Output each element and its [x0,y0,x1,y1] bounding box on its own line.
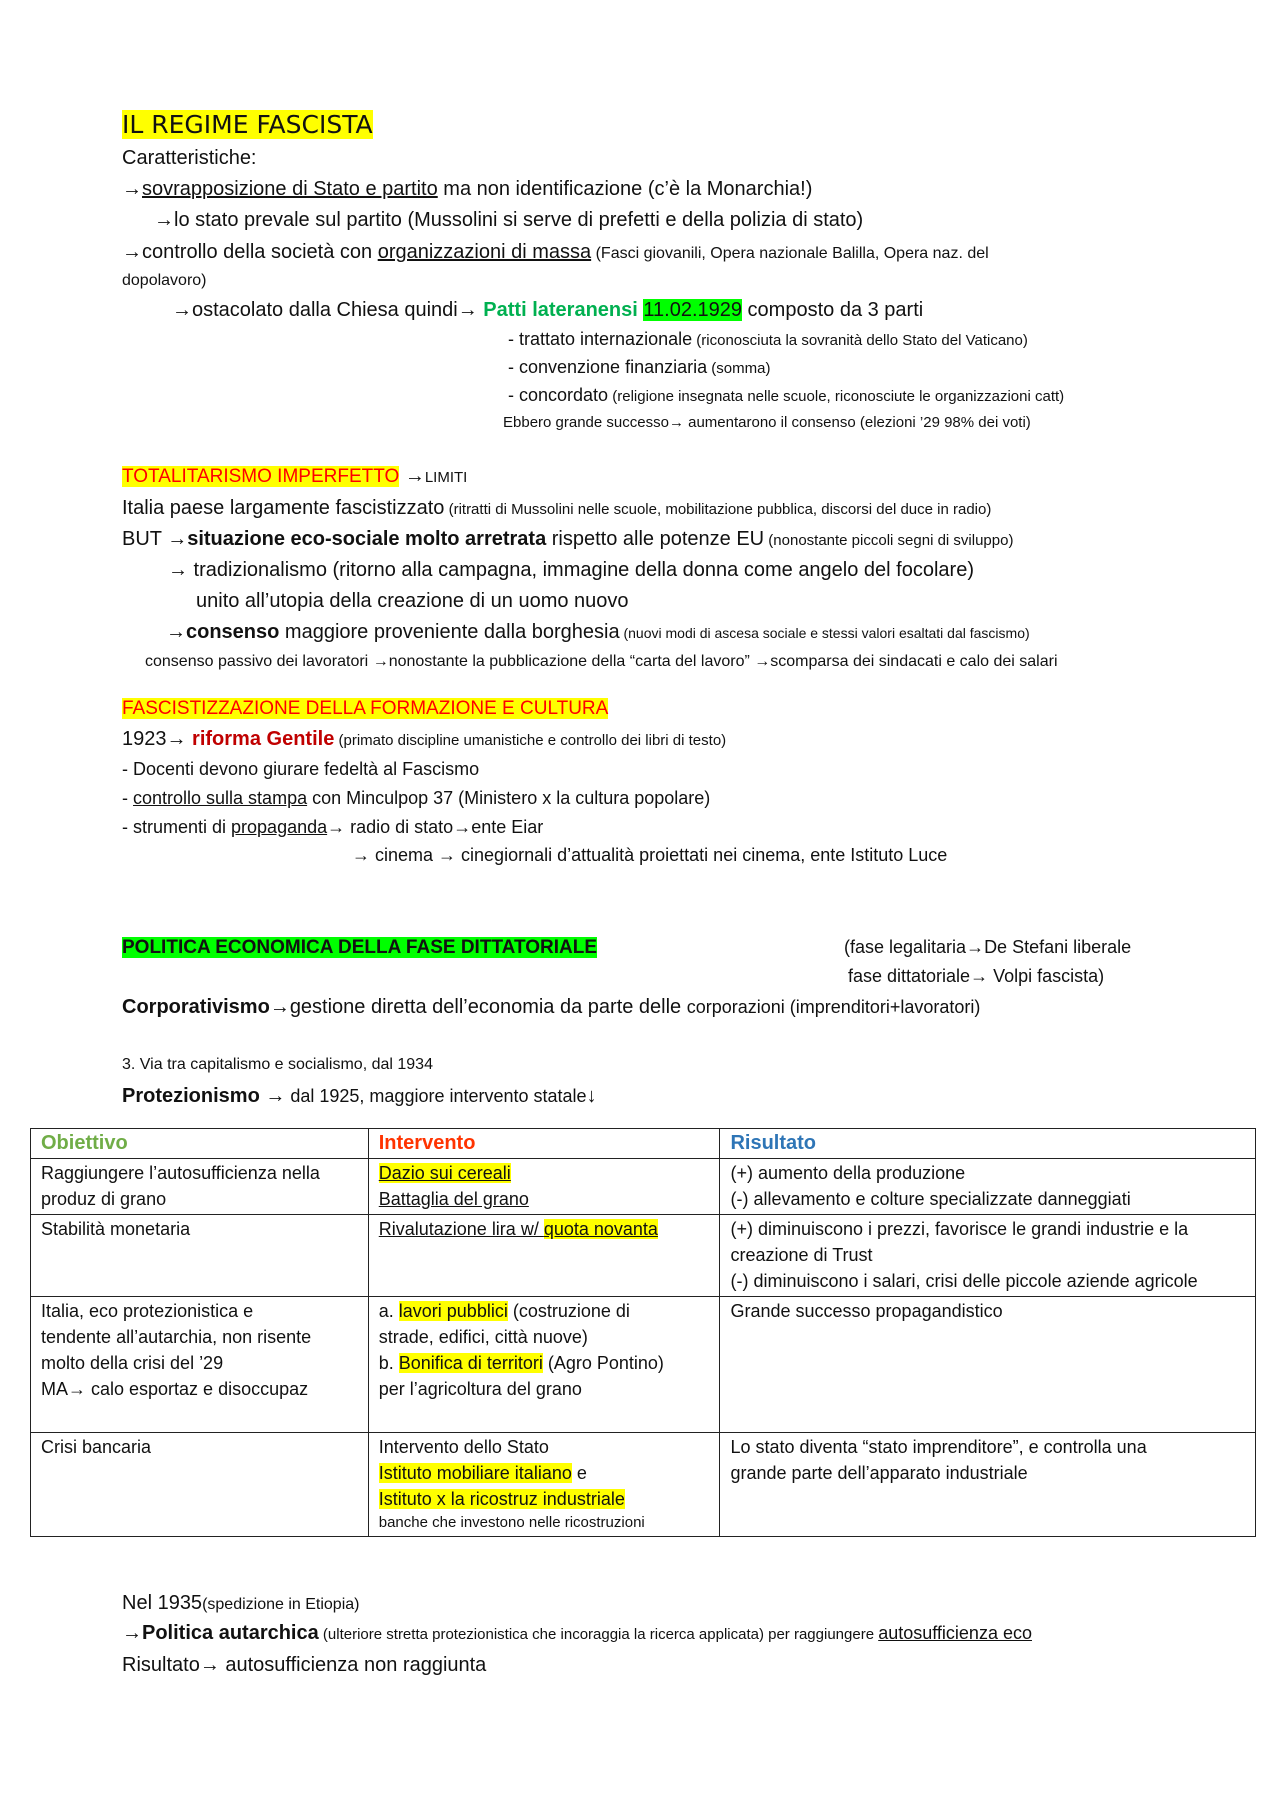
table-row [31,1215,1256,1297]
table-header-row [31,1129,1256,1159]
s1-line-3: →controllo della società con organizzazioni di massa (Fasci giovanili, Opera nazionale Balilla, Opera naz. del [122,241,989,263]
cell-intervento: Intervento dello Stato Istituto mobiliare italiano e Istituto x la ricostruz industriale banche che investono nelle ricostruzioni [368,1433,720,1537]
s4-side-2: fase dittatoriale→ Volpi fascista) [848,966,1105,986]
s3-line-1: 1923→ riforma Gentile (primato discipline umanistiche e controllo dei libri di testo) [122,728,727,750]
cell-obiettivo: Italia, eco protezionistica e tendente all’autarchia, non risente molto della crisi del ’29 MA→ calo esportaz e disoccupaz [31,1297,369,1433]
arrow-right-icon: → [327,817,346,837]
header-intervento: Intervento [368,1129,720,1159]
arrow-right-icon: → [168,559,188,581]
cell-intervento: Rivalutazione lira w/ quota novanta [368,1215,720,1297]
arrow-right-icon: → [154,209,174,231]
arrow-down-icon: ↓ [586,1085,597,1107]
s2-line-1: Italia paese largamente fascistizzato (ritratti di Mussolini nelle scuole, mobilitazione pubblica, discorsi del duce in radio) [122,497,992,519]
s5-line-2: →Politica autarchica (ulteriore stretta protezionistica che incoraggia la ricerca applicata) per raggiungere autosufficienza eco [122,1622,1032,1644]
arrow-right-icon: → [453,817,472,837]
header-risultato: Risultato [720,1129,1256,1159]
s3-line-3: - controllo sulla stampa con Minculpop 37 (Ministero x la cultura popolare) [122,788,711,808]
table-row [31,1297,1256,1433]
arrow-right-icon: → [668,414,684,431]
cell-obiettivo: Raggiungere l’autosufficienza nella produz di grano [31,1159,369,1215]
arrow-right-icon: → [404,465,425,487]
arrow-right-icon: → [167,528,188,550]
s3-line-2: - Docenti devono giurare fedeltà al Fascismo [122,759,480,779]
s3-line-5: → cinema → cinegiornali d’attualità proiettati nei cinema, ente Istituto Luce [352,845,948,865]
cell-obiettivo: Crisi bancaria [31,1433,369,1537]
s1-line-2: →lo stato prevale sul partito (Mussolini si serve di prefetti e della polizia di stato) [154,209,864,231]
s1-line-5: →ostacolato dalla Chiesa quindi→ Patti lateranensi 11.02.1929 composto da 3 parti [172,299,924,321]
s5-line-1: Nel 1935(spedizione in Etiopia) [122,1592,360,1614]
arrow-right-icon: → [166,728,187,750]
arrow-right-icon: → [372,653,389,670]
arrow-right-icon: → [970,966,989,986]
header-obiettivo: Obiettivo [31,1129,369,1159]
page-title: IL REGIME FASCISTA [122,110,373,139]
patti-part-1: - trattato internazionale (riconosciuta la sovranità dello Stato del Vaticano) [508,329,1028,349]
arrow-right-icon: → [352,845,370,865]
corporativismo-line: Corporativismo→gestione diretta dell’economia da parte delle corporazioni (imprenditori+lavoratori) [122,996,981,1018]
cell-risultato: (+) diminuiscono i prezzi, favorisce le grandi industrie e la creazione di Trust (-) diminuiscono i salari, crisi delle piccole aziende agricole [720,1215,1256,1297]
s2-line-4: unito all’utopia della creazione di un uomo nuovo [196,590,629,612]
s2-line-6: consenso passivo dei lavoratori →nonostante la pubblicazione della “carta del lavoro” →scomparsa dei sindacati e calo dei salari [145,653,1058,670]
cell-risultato: (+) aumento della produzione (-) allevamento e colture specializzate danneggiati [720,1159,1256,1215]
arrow-right-icon: → [68,1379,86,1399]
cell-intervento: a. lavori pubblici (costruzione di strade, edifici, città nuove) b. Bonifica di territori (Agro Pontino) per l’agricoltura del grano [368,1297,720,1433]
s2-line-5: →consenso maggiore proveniente dalla borghesia (nuovi modi di ascesa sociale e stessi valori esaltati dal fascismo) [166,621,1030,643]
s2-line-3: → tradizionalismo (ritorno alla campagna, immagine della donna come angelo del focolare) [168,559,974,581]
arrow-right-icon: → [122,241,142,263]
arrow-right-icon: → [172,299,192,321]
arrow-right-icon: → [122,1622,142,1644]
arrow-right-icon: → [457,299,478,321]
via-line: 3. Via tra capitalismo e socialismo, dal 1934 [122,1056,433,1073]
arrow-right-icon: → [199,1654,220,1676]
table-row [31,1433,1256,1537]
caratteristiche-label: Caratteristiche: [122,147,257,169]
patti-result: Ebbero grande successo→ aumentarono il consenso (elezioni ’29 98% dei voti) [503,414,1031,431]
arrow-right-icon: → [265,1085,286,1107]
arrow-right-icon: → [122,178,142,200]
arrow-right-icon: → [269,996,290,1018]
s2-heading: TOTALITARISMO IMPERFETTO →LIMITI [122,465,468,487]
cell-risultato: Lo stato diventa “stato imprenditore”, e controlla una grande parte dell’apparato industriale [720,1433,1256,1537]
s1-line-1: →sovrapposizione di Stato e partito ma non identificazione (c’è la Monarchia!) [122,178,813,200]
protezionismo-line: Protezionismo → dal 1925, maggiore intervento statale↓ [122,1085,597,1107]
cell-obiettivo: Stabilità monetaria [31,1215,369,1297]
arrow-right-icon: → [754,653,771,670]
s5-line-3: Risultato→ autosufficienza non raggiunta [122,1654,487,1676]
arrow-right-icon: → [166,621,186,643]
table-row [31,1159,1256,1215]
s4-heading: POLITICA ECONOMICA DELLA FASE DITTATORIALE [122,937,597,958]
economic-policy-table [30,1128,1256,1537]
patti-part-2: - convenzione finanziaria (somma) [508,357,771,377]
arrow-right-icon: → [966,937,985,957]
s3-heading: FASCISTIZZAZIONE DELLA FORMAZIONE E CULTURA [122,698,609,719]
s1-line-4: dopolavoro) [122,272,207,289]
s4-side-1: (fase legalitaria→De Stefani liberale [844,937,1132,957]
cell-intervento: Dazio sui cereali Battaglia del grano [368,1159,720,1215]
patti-part-3: - concordato (religione insegnata nelle scuole, riconosciute le organizzazioni catt) [508,385,1065,405]
s3-line-4: - strumenti di propaganda→ radio di stato→ente Eiar [122,817,544,837]
cell-risultato: Grande successo propagandistico [720,1297,1256,1433]
arrow-right-icon: → [438,845,457,865]
s2-line-2: BUT →situazione eco-sociale molto arretrata rispetto alle potenze EU (nonostante piccoli segni di sviluppo) [122,528,1014,550]
